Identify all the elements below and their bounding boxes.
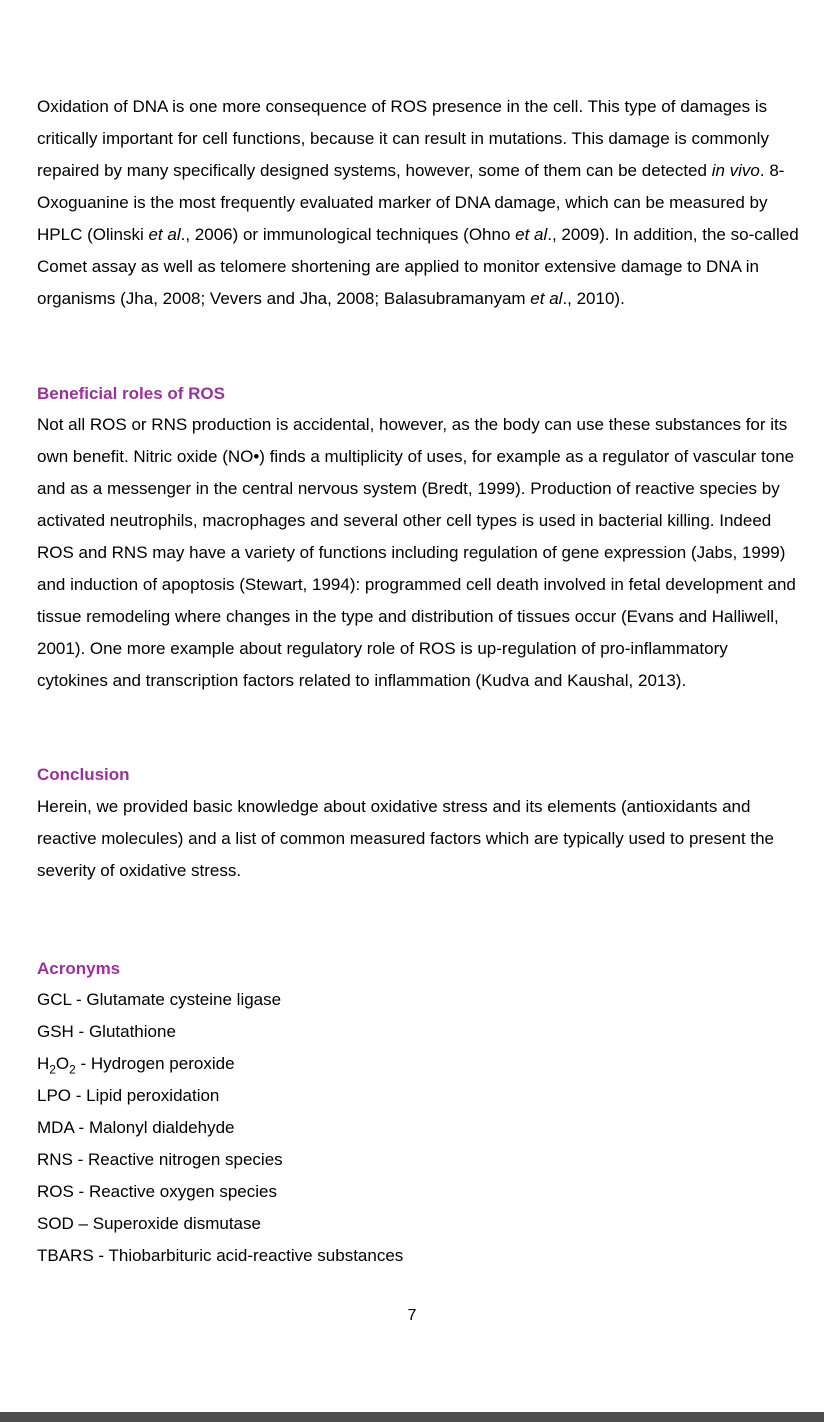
paragraph-dna-oxidation: Oxidation of DNA is one more consequence of ROS presence in the cell. This type of damages is critically important for cell functions, because it can result in mutations. This damage is commonly repaired by many specifically designed systems, however, some of them can be detected in vivo. 8-Oxoguanine is the most frequently evaluated marker of DNA damage, which can be measured by HPLC (Olinski et al., 2006) or immunological techniques (Ohno et al., 2009). In addition, the so-called Comet assay as well as telomere shortening are applied to monitor extensive damage to DNA in organisms (Jha, 2008; Vevers and Jha, 2008; Balasubramanyam et al., 2010). bbox=[37, 97, 799, 308]
acronym-item-lpo: LPO - Lipid peroxidation bbox=[37, 1086, 220, 1105]
paragraph-conclusion: Herein, we provided basic knowledge about oxidative stress and its elements (antioxidants and reactive molecules) and a list of common measured factors which are typically used to present the severity of oxidative stress. bbox=[37, 797, 775, 880]
acronym-list bbox=[37, 984, 799, 1272]
section-heading-acronyms: Acronyms bbox=[37, 959, 121, 978]
acronym-item-mda: MDA - Malonyl dialdehyde bbox=[37, 1118, 235, 1137]
acronym-item-tbars: TBARS - Thiobarbituric acid-reactive substances bbox=[37, 1246, 404, 1265]
acronym-item-ros: ROS - Reactive oxygen species bbox=[37, 1182, 277, 1201]
section-heading-beneficial-roles: Beneficial roles of ROS bbox=[37, 384, 225, 403]
paragraph-beneficial-roles: Not all ROS or RNS production is accidental, however, as the body can use these substances for its own benefit. Nitric oxide (NO•) finds a multiplicity of uses, for example as a regulator of vascular tone and as a messenger in the central nervous system (Bredt, 1999). Production of reactive species by activated neutrophils, macrophages and several other cell types is used in bacterial killing. Indeed ROS and RNS may have a variety of functions including regulation of gene expression (Jabs, 1999) and induction of apoptosis (Stewart, 1994): programmed cell death involved in fetal development and tissue remodeling where changes in the type and distribution of tissues occur (Evans and Halliwell, 2001). One more example about regulatory role of ROS is up-regulation of pro-inflammatory cytokines and transcription factors related to inflammation (Kudva and Kaushal, 2013). bbox=[37, 415, 796, 690]
page-number: 7 bbox=[407, 1307, 417, 1324]
acronym-item-sod: SOD – Superoxide dismutase bbox=[37, 1214, 261, 1233]
acronym-item-gcl: GCL - Glutamate cysteine ligase bbox=[37, 990, 282, 1009]
acronym-item-gsh: GSH - Glutathione bbox=[37, 1022, 176, 1041]
section-heading-conclusion: Conclusion bbox=[37, 765, 130, 784]
acronym-item-h2o2: $H_2O_2$ - Hydrogen peroxide bbox=[37, 1054, 235, 1077]
acronym-item-rns: RNS - Reactive nitrogen species bbox=[37, 1150, 283, 1169]
bottom-bar bbox=[0, 1412, 824, 1422]
